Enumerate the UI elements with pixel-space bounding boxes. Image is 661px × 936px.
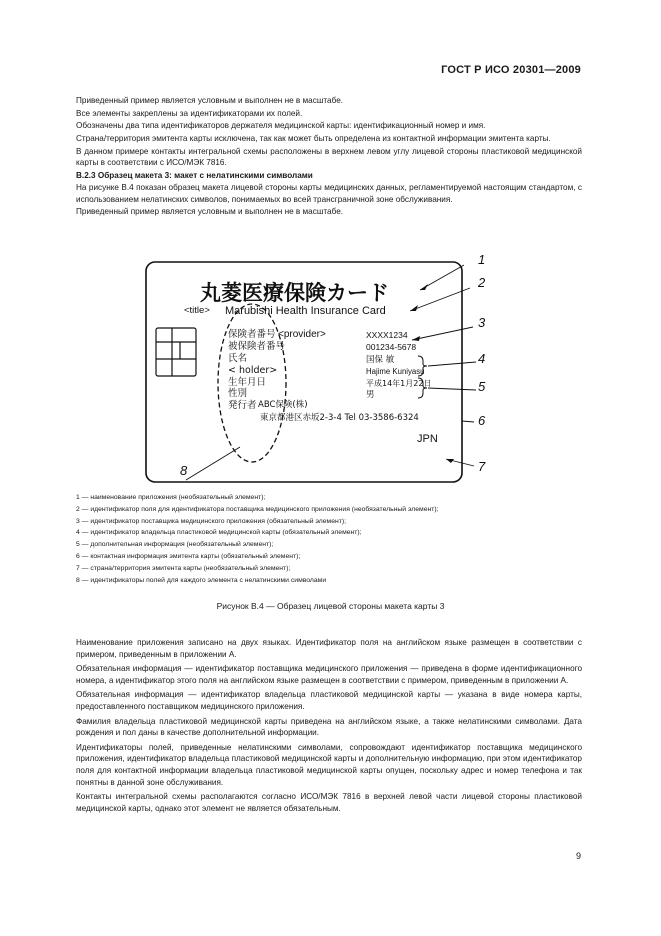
callout-7: 7 [478,459,486,474]
card-figure [0,245,661,495]
birth-date: 平成14年1月22日 [366,379,432,388]
paragraph: Все элементы закреплены за идентификаторами их полей. [76,108,303,118]
section-heading: В.2.3 Образец макета 3: макет с нелатинскими символами [76,170,313,180]
field-label: 被保険者番号 [228,341,286,352]
callout-8: 8 [180,463,188,478]
issuer-address: 東京都港区赤坂2-3-4 Tel 03-3586-6324 [260,413,419,423]
issuer-name: ABC保険(株) [258,400,308,410]
paragraph: Контакты интегральной схемы располагаются согласно ИСО/МЭК 7816 в верхней левой части лицевой стороны пластиковой медицинской карты, однако этот элемент не является обязательным. [76,792,582,813]
document-header: ГОСТ Р ИСО 20301—2009 [441,64,581,76]
field-label: 発行者 [228,400,257,411]
callout-1: 1 [478,252,486,267]
legend-item: 2 — идентификатор поля для идентификатора поставщика медицинского приложения (необязательный элемент); [76,505,439,513]
field-label: 生年月日 [228,377,267,388]
legend-item: 7 — страна/территория эмитента карты (необязательный элемент); [76,564,291,572]
legend-item: 3 — идентификатор поставщика медицинского приложения (обязательный элемент); [76,517,347,525]
field-label: 保険者番号 [228,329,276,340]
callout-2: 2 [478,275,486,290]
paragraph: Обязательная информация — идентификатор владельца пластиковой медицинской карты — указана в виде номера карты, предоставленного поставщиком медицинского приложения. [76,690,582,711]
callout-5: 5 [478,379,486,394]
figure-legend [76,492,582,586]
field-label: < holder> [228,365,278,376]
legend-item: 8 — идентификаторы полей для каждого элемента с нелатинскими символами [76,576,327,584]
paragraph: Наименование приложения записано на двух языках. Идентификатор поля на английском языке размещен в соответствии с примером, приведенным в приложении А. [76,638,582,659]
card-title-tag: <title> [184,305,210,316]
legend-item: 4 — идентификатор владельца пластиковой медицинской карты (обязательный элемент); [76,529,362,537]
field-label: 性別 [228,388,248,399]
provider-id: XXXX1234 [366,330,408,340]
country-code: JPN [417,433,438,445]
holder-id: 001234-5678 [366,342,417,352]
gender: 男 [366,390,375,400]
card-title-jp: 丸菱医療保険カード [200,281,389,305]
holder-name-en: Hajime Kuniyasu [366,367,425,376]
callout-6: 6 [478,413,486,428]
legend-item: 5 — дополнительная информация (необязательный элемент); [76,541,274,549]
paragraph: На рисунке В.4 показан образец макета лицевой стороны карты медицинских данных, регламентируемой настоящим стандартом, с использованием нелатинских символов, понимаемых во всей трансграничной зоне обслуживания. [76,183,582,204]
paragraph: Идентификаторы полей, приведенные нелатинскими символами, сопровождают идентификатор поставщика медицинского приложения, идентификатор владельца пластиковой медицинской карты и дополнительную информацию, при этом идентификатор поля для контактной информации владельца пластиковой медицинской карты опущен, поскольку адрес и номер телефона и так понятны в данной зоне обслуживания. [76,742,582,787]
card-title-en: Marubishi Health Insurance Card [225,305,386,317]
provider-tag: <provider> [278,329,326,340]
holder-name-jp: 国保 敏 [366,355,395,365]
paragraph: Страна/территория эмитента карты исключена, так как может быть определена из контактной информации эмитента карты. [76,134,551,144]
paragraph: Обязательная информация — идентификатор поставщика медицинского приложения — приведена в форме идентификационного номера, а идентификатор этого поля на английском языке размещен в соответствии с примером, приведенным в приложении А. [76,664,582,685]
callout-3: 3 [478,315,486,330]
paragraph: Приведенный пример является условным и выполнен не в масштабе. [76,96,344,105]
figure-caption: Рисунок В.4 — Образец лицевой стороны макета карты 3 [216,601,445,611]
intro-text [76,95,582,219]
paragraph: В данном примере контакты интегральной схемы расположены в верхнем левом углу лицевой стороны пластиковой медицинской карты в соответствии с ИСО/МЭК 7816. [76,146,582,168]
body-text [76,637,582,817]
paragraph: Обозначены два типа идентификаторов держателя медицинской карты: идентификационный номер и имя. [76,121,486,131]
callout-4: 4 [478,351,486,366]
legend-item: 6 — контактная информация эмитента карты (обязательный элемент); [76,552,301,560]
page-number: 9 [575,851,581,861]
paragraph: Приведенный пример является условным и выполнен не в масштабе. [76,207,344,217]
paragraph: Фамилия владельца пластиковой медицинской карты приведена на английском языке, а также нелатинскими символами. Дата рождения и пол даны в качестве дополнительной информации. [76,716,582,738]
field-label: 氏名 [228,353,248,364]
legend-item: 1 — наименование приложения (необязательный элемент); [76,494,266,501]
